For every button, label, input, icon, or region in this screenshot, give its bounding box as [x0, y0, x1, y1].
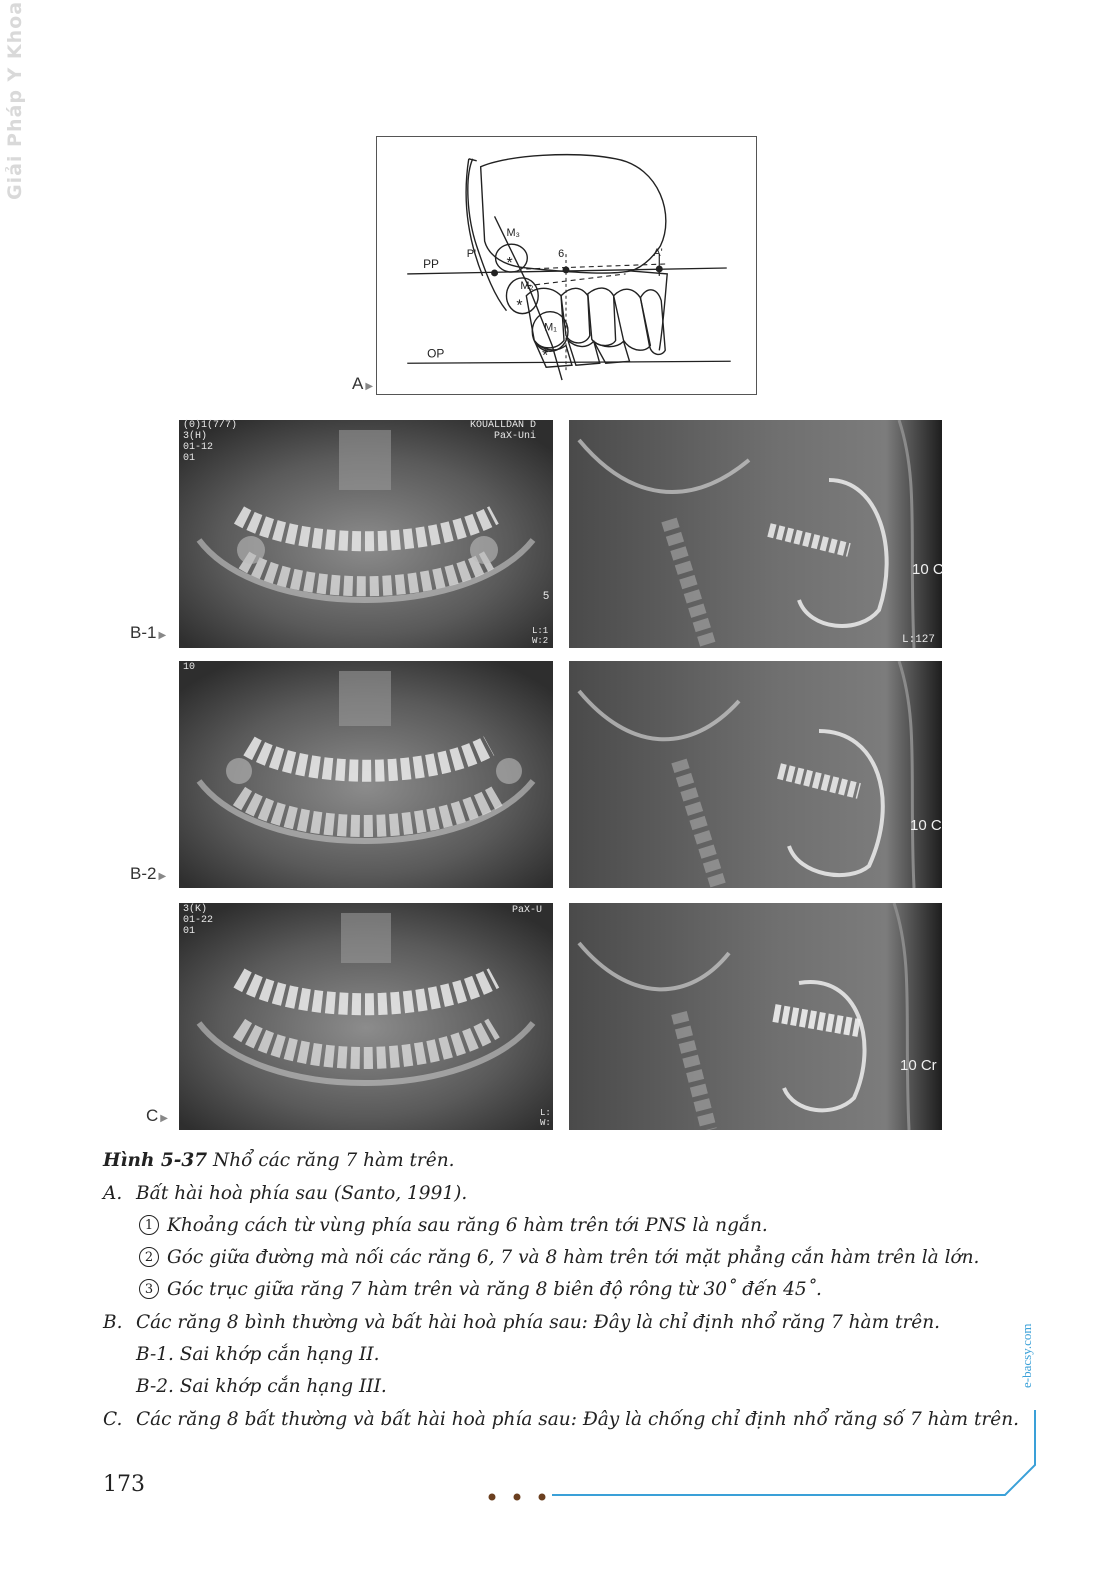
side-watermark: Giải Pháp Y Khoa [4, 0, 26, 200]
b1-pano-info-mid: 5 [543, 590, 550, 602]
panel-label-c: C ▶ [146, 1106, 168, 1125]
figure-number: Hình 5-37 [103, 1150, 208, 1171]
footer-line [552, 1410, 1035, 1495]
b1-ceph-xray [569, 420, 942, 648]
label-pp: PP [423, 256, 439, 271]
label-m3: M₃ [506, 227, 520, 240]
b2-ceph-scale: 10 C [910, 817, 942, 834]
caption-c: C. Các răng 8 bất thường và bất hài hoà phía sau: Đây là chống chỉ định nhổ răng số 7 hàm trên. [103, 1409, 1019, 1430]
b1-pano-info-left: (0)1(7/7) 3(H) 01-12 01 [183, 420, 238, 464]
label-op: OP [427, 346, 445, 361]
caption-title [103, 1150, 455, 1171]
b2-pano-info-left: 10 [183, 662, 196, 673]
label-a-prime: A' [653, 247, 663, 260]
caption-item-1: 1 Khoảng cách từ vùng phía sau răng 6 hàm trên tới PNS là ngắn. [139, 1215, 768, 1236]
caption-b: B. Các răng 8 bình thường và bất hài hoà phía sau: Đây là chỉ định nhổ răng 7 hàm trên. [103, 1312, 941, 1333]
caption-b2: B-2. Sai khớp cắn hạng III. [136, 1376, 387, 1397]
side-link[interactable]: e-bacsy.com [1019, 1323, 1034, 1389]
label-six: 6 [558, 248, 565, 261]
footer-dot [514, 1494, 521, 1501]
b1-pano-info-right: KOUALLDAN D PaX-Uni [470, 420, 537, 442]
point-p-prime [491, 269, 498, 276]
footer-dot [539, 1494, 546, 1501]
star-m3: * [506, 254, 513, 272]
footer-dot [489, 1494, 496, 1501]
page-number: 173 [103, 1472, 145, 1497]
b2-panoramic-xray [179, 661, 553, 888]
c-pano-info-bottom: L: W: [540, 1108, 551, 1128]
b1-pano-info-bottom: L:1 W:2 [532, 626, 549, 646]
c-pano-info-right: PaX-U [512, 905, 543, 916]
figure-title: Nhổ các răng 7 hàm trên. [207, 1150, 455, 1171]
c-ceph-xray [569, 903, 942, 1130]
label-m1: M₁ [544, 321, 557, 334]
c-pano-info-left: 3(K) 01-22 01 [183, 904, 214, 937]
c-panoramic-xray [179, 903, 553, 1130]
label-p-prime: P' [466, 248, 477, 261]
point-six [563, 266, 570, 273]
star-m2: * [516, 297, 523, 315]
caption-item-3: 3 Góc trục giữa răng 7 hàm trên và răng 8 biên độ rông từ 30˚ đến 45˚. [139, 1279, 822, 1300]
c-ceph-scale: 10 Cr [900, 1057, 937, 1074]
diagram-a [376, 136, 757, 395]
panel-label-a: A ▶ [352, 374, 374, 393]
panel-label-b1: B-1 ▶ [130, 623, 167, 642]
caption-item-2: 2 Góc giữa đường mà nối các răng 6, 7 và 8 hàm trên tới mặt phẳng cắn hàm trên là lớn. [139, 1247, 979, 1268]
star-m1: * [542, 347, 549, 365]
footer-decoration [480, 1410, 1040, 1510]
panel-label-b2: B-2 ▶ [130, 864, 167, 883]
b2-ceph-xray [569, 661, 942, 888]
b1-ceph-scale: 10 C [912, 561, 944, 578]
b1-ceph-info: L:127 [902, 634, 936, 646]
point-a-prime [656, 266, 663, 273]
label-m2: M₂ [520, 279, 534, 292]
skull-line-drawing [377, 137, 756, 394]
caption-b1: B-1. Sai khớp cắn hạng II. [136, 1344, 380, 1365]
caption-a: A. Bất hài hoà phía sau (Santo, 1991). [103, 1183, 468, 1204]
